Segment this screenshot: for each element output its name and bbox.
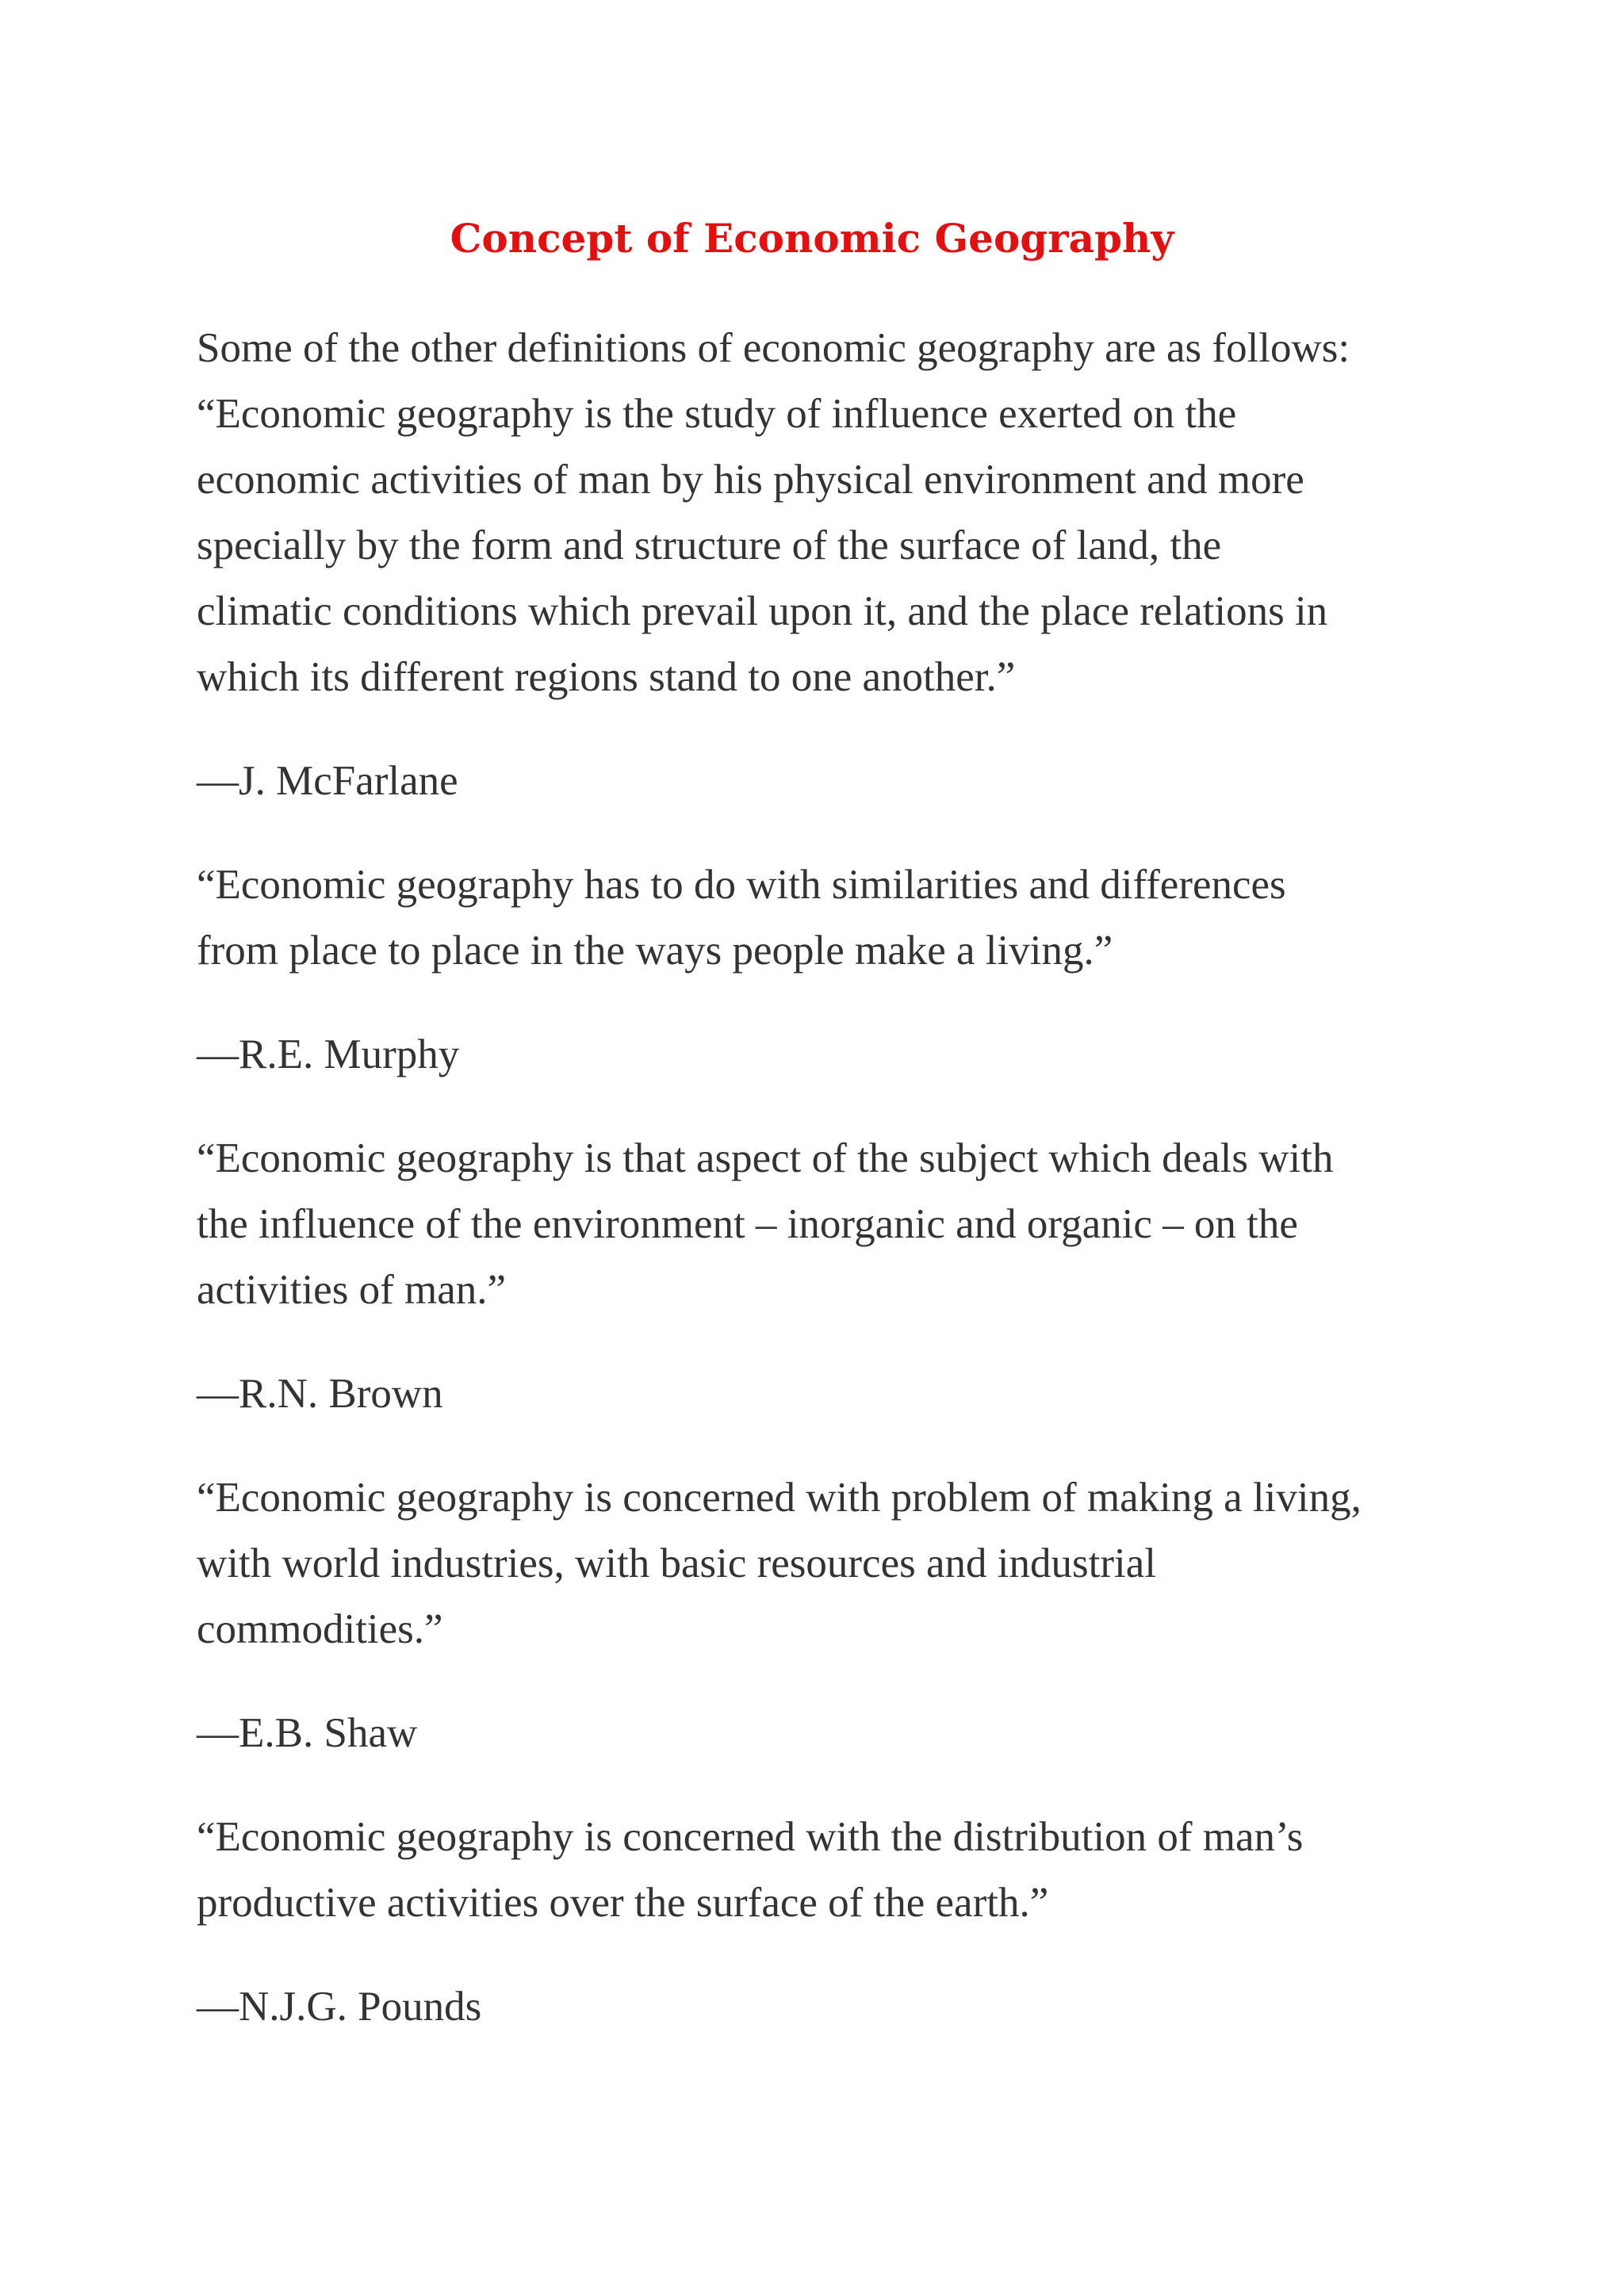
definition-quote-shaw: “Economic geography is concerned with problem of making a living, with world industries, with basic resources and industrial commodities.”	[197, 1475, 1362, 1652]
definition-author-shaw: —E.B. Shaw	[197, 1710, 418, 1756]
definition-author-pounds: —N.J.G. Pounds	[197, 1984, 482, 2030]
definition-author-murphy: —R.E. Murphy	[197, 1031, 460, 1077]
document-body	[197, 316, 1450, 2040]
definition-quote-mcfarlane: “Economic geography is the study of influence exerted on the economic activities of man by his physical environment and more specially by the form and structure of the surface of land, the climatic conditions which prevail upon it, and the place relations in which its different regions stand to one another.”	[197, 391, 1328, 700]
definition-quote-brown: “Economic geography is that aspect of the subject which deals with the influence of the environment – inorganic and organic – on the activities of man.”	[197, 1135, 1334, 1313]
definition-author-mcfarlane: —J. McFarlane	[197, 758, 458, 804]
intro-text: Some of the other definitions of economic geography are as follows:	[197, 325, 1350, 371]
document-title: Concept of Economic Geography	[450, 215, 1174, 262]
definition-author-brown: —R.N. Brown	[197, 1371, 443, 1417]
definition-quote-murphy: “Economic geography has to do with similarities and differences from place to place in the ways people make a living.”	[197, 862, 1286, 974]
definition-quote-pounds: “Economic geography is concerned with the distribution of man’s productive activities over the surface of the earth.”	[197, 1814, 1304, 1926]
